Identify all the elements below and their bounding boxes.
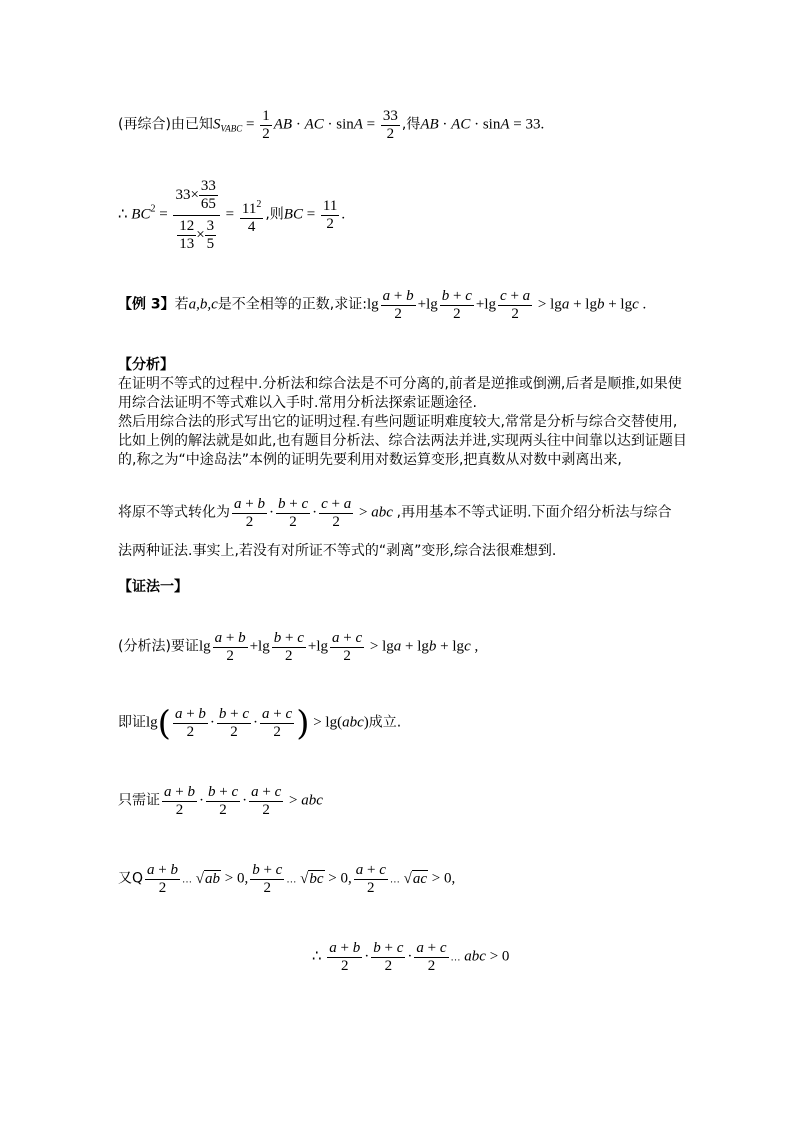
text: ,得 [401,116,421,133]
variables: a,b,c [188,296,218,313]
proof-1-line-5: ∴ $\frac{a + b}{2}$ · $\frac{b + c}{2}$ · $\frac{a + c}{2}$ … abc > 0 [312,940,510,974]
analysis-paragraph-1: 在证明不等式的过程中.分析法和综合法是不可分离的,前者是逆推或倒溯,后者是顺推,如果使用综合法证明不等式难以入手时.常用分析法探索证题途径. [118,376,682,411]
analysis-paragraph-2: 然后用综合法的形式写出它的证明过程.有些问题证明难度较大,常常是分析与综合交替使用,比如上例的解法就是如此,也有题目分析法、综合法两法并进,实现两头往中间靠以达到证题目的,称之为“中途岛法”本例的证明先要利用对数运算变形,把真数从对数中剥离出来, [118,414,687,468]
fraction: $\frac{11^2}{4}$ [240,196,263,236]
proof-1-line-4: 又Q $\frac{a + b}{2}$ … √ab > 0, $\frac{b + c}{2}$ … √bc > 0, $\frac{a + c}{2}$ … √ac > 0, [118,862,456,896]
analysis-section [118,356,688,470]
fraction: $\frac{1}{2}$ [262,108,270,142]
example-label: 【例 3】 [118,296,175,313]
text: 将原不等式转化为 [118,504,230,521]
therefore-symbol: ∴ [312,948,322,965]
text: = 33. [509,116,545,133]
text: 又Q [118,870,144,887]
analysis-line-transform: 将原不等式转化为 $\frac{a + b}{2}$ · $\frac{b + c}{2}$ · $\frac{c + a}{2}$ > abc ,再用基本不等式证明.下面介绍分析法与综合 [118,496,672,530]
text: ,再用基本不等式证明.下面介绍分析法与综合 [396,504,672,521]
text: 若 [174,296,189,313]
fraction: $\frac{11}{2}$ [322,198,338,232]
proof-1-line-2: 即证lg( $\frac{a + b}{2}$ · $\frac{b + c}{2}$ · $\frac{a + c}{2}$ ) > lg(abc)成立. [118,703,402,744]
analysis-heading: 【分析】 [118,357,174,373]
line-area-formula: (再综合)由已知$S_{VABC}$ = $\frac{1}{2}$ AB · AC · sinA = $\frac{33}{2}$ ,得AB · AC · sinA = 33. [118,108,545,142]
text: 是不全相等的正数,求证: [217,296,367,313]
therefore-symbol: ∴ [118,206,128,223]
proof-1-line-3: 只需证 $\frac{a + b}{2}$ · $\frac{b + c}{2}$ · $\frac{a + c}{2}$ > abc [118,784,323,818]
text: 成立. [368,714,402,731]
complex-fraction: 33× $\frac{33}{65}$ $\frac{12}{13}$ × $\frac{3}{5}$ [173,178,219,253]
text: 即证 [118,714,146,731]
text: (再综合)由已知 [118,116,213,133]
text: (分析法)要证 [118,638,199,655]
text: 只需证 [118,792,160,809]
fraction: $\frac{33}{2}$ [382,108,398,142]
example-3-line: 【例 3】若a,b,c是不全相等的正数,求证:lg $\frac{a + b}{2}$ +lg $\frac{b + c}{2}$ +lg $\frac{c + a}{2}$ > lga + lgb + lgc . [118,288,647,322]
proof-1-line-1: (分析法)要证lg $\frac{a + b}{2}$ +lg $\frac{b + c}{2}$ +lg $\frac{a + c}{2}$ > lga + lgb + lgc , [118,630,479,664]
text: ,则 [265,206,284,223]
analysis-paragraph-4: 法两种证法.事实上,若没有对所证不等式的“剥离”变形,综合法很难想到. [118,543,557,559]
proof-1-heading: 【证法一】 [118,579,188,595]
line-bc-formula: ∴ $BC^2$ = 33× $\frac{33}{65}$ $\frac{12}{13}$ × $\frac{3}{5}$ = $\frac{11^2}{4}$ ,则BC = $\frac{11}{2}$ . [118,178,346,252]
